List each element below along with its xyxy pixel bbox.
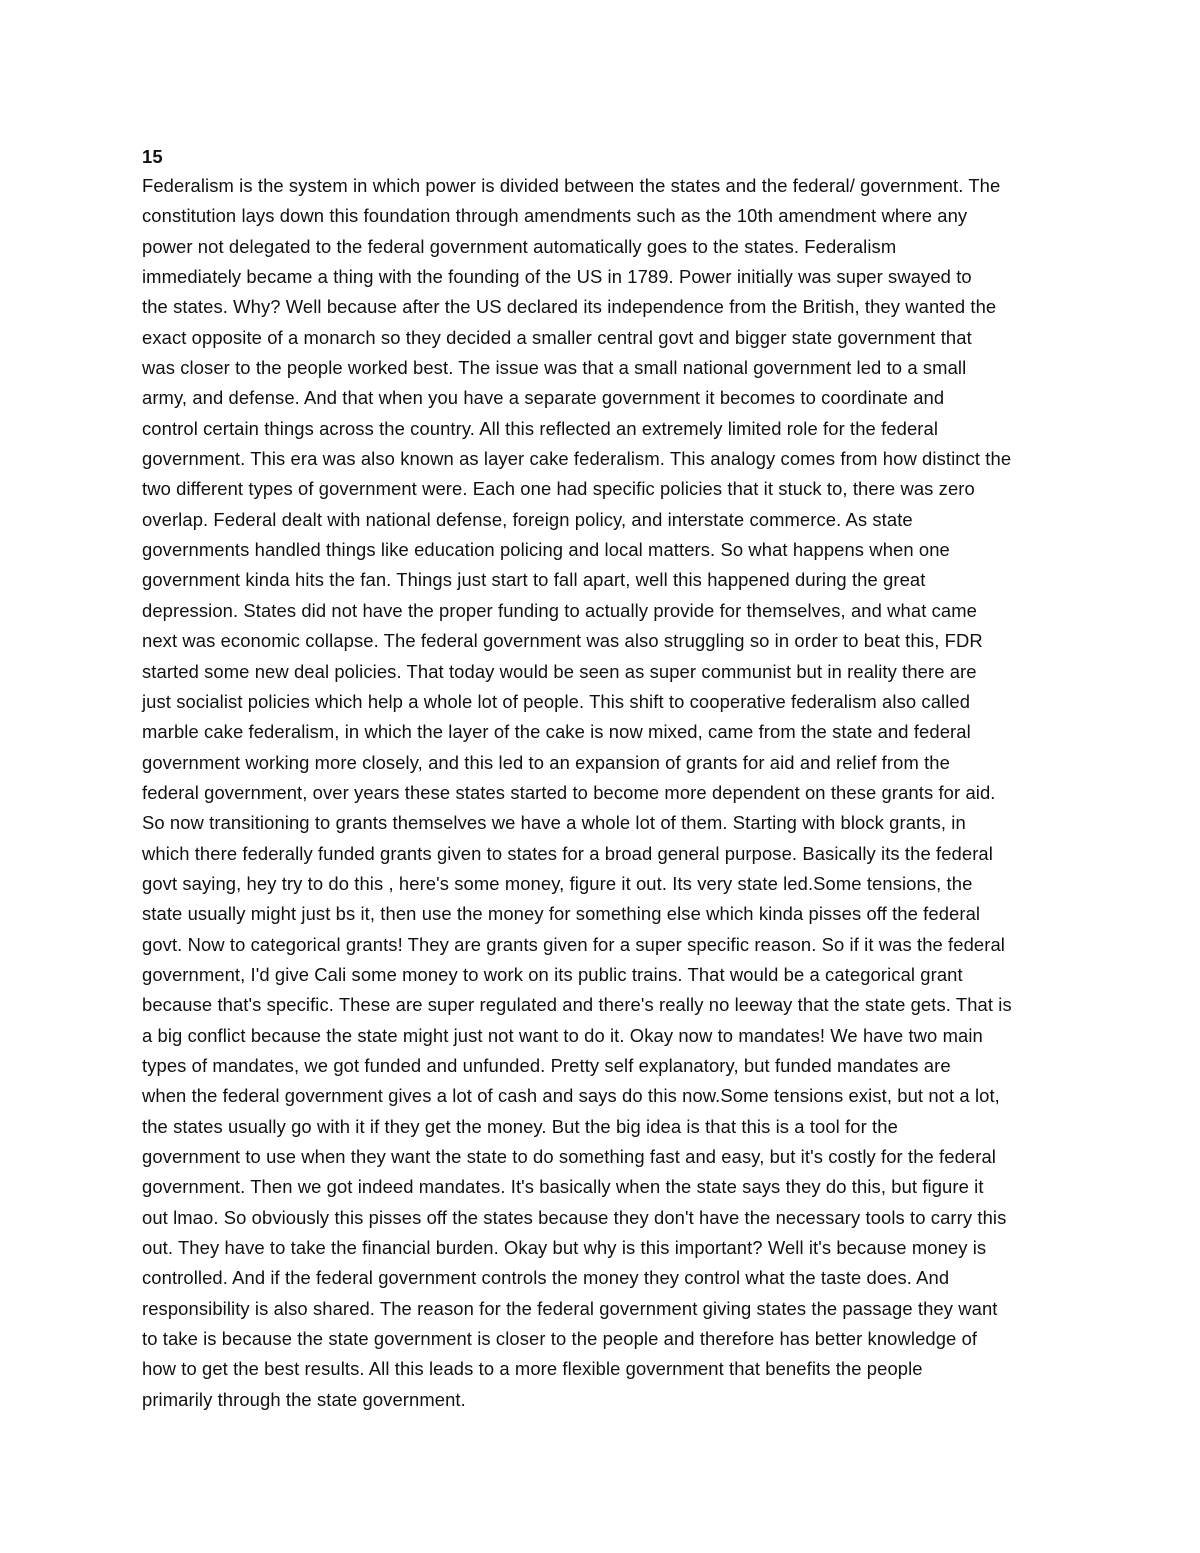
text-line: started some new deal policies. That today would be seen as super communist but in reality there are [142, 660, 977, 682]
text-line: overlap. Federal dealt with national defense, foreign policy, and interstate commerce. As state [142, 508, 913, 530]
text-line: depression. States did not have the proper funding to actually provide for themselves, and what came [142, 599, 978, 621]
text-line: controlled. And if the federal government controls the money they control what the taste does. And [142, 1267, 950, 1289]
paragraph [142, 171, 1072, 1415]
text-line: exact opposite of a monarch so they decided a smaller central govt and bigger state government that [142, 326, 972, 348]
text-line: constitution lays down this foundation through amendments such as the 10th amendment where any [142, 205, 968, 227]
text-line: government. This era was also known as layer cake federalism. This analogy comes from how distinct the [142, 448, 1012, 470]
text-line: government working more closely, and this led to an expansion of grants for aid and relief from the [142, 751, 950, 773]
text-line: because that's specific. These are super regulated and there's really no leeway that the state gets. That is [142, 994, 1012, 1016]
text-line: two different types of government were. Each one had specific policies that it stuck to, there was zero [142, 478, 975, 500]
text-line: marble cake federalism, in which the layer of the cake is now mixed, came from the state and federal [142, 721, 971, 743]
text-line: government kinda hits the fan. Things just start to fall apart, well this happened during the great [142, 569, 926, 591]
text-line: govt saying, hey try to do this , here's some money, figure it out. Its very state led.Some tensions, the [142, 872, 973, 894]
text-line: control certain things across the country. All this reflected an extremely limited role for the federal [142, 417, 939, 439]
text-line: federal government, over years these states started to become more dependent on these grants for aid. [142, 781, 996, 803]
text-line: the states. Why? Well because after the US declared its independence from the British, they wanted the [142, 296, 997, 318]
text-line: Federalism is the system in which power is divided between the states and the federal/ government. The [142, 175, 1001, 196]
text-line: So now transitioning to grants themselves we have a whole lot of them. Starting with block grants, in [142, 812, 966, 834]
text-line: types of mandates, we got funded and unfunded. Pretty self explanatory, but funded mandates are [142, 1054, 951, 1076]
text-line: out. They have to take the financial burden. Okay but why is this important? Well it's because money is [142, 1237, 987, 1259]
text-line: government, I'd give Cali some money to work on its public trains. That would be a categorical grant [142, 963, 963, 985]
text-line: next was economic collapse. The federal government was also struggling so in order to beat this, FDR [142, 630, 983, 652]
text-line: just socialist policies which help a whole lot of people. This shift to cooperative federalism also called [142, 690, 971, 712]
text-line: was closer to the people worked best. The issue was that a small national government led to a small [142, 357, 967, 379]
text-line: governments handled things like education policing and local matters. So what happens when one [142, 539, 950, 561]
text-line: which there federally funded grants given to states for a broad general purpose. Basically its the federal [142, 842, 993, 864]
text-line: out lmao. So obviously this pisses off the states because they don't have the necessary tools to carry this [142, 1206, 1007, 1228]
text-line: power not delegated to the federal government automatically goes to the states. Federalism [142, 235, 897, 257]
document-body [142, 143, 1072, 1415]
text-line: government to use when they want the state to do something fast and easy, but it's costly for the federal [142, 1146, 996, 1167]
text-line: army, and defense. And that when you have a separate government it becomes to coordinate and [142, 387, 945, 409]
text-line: immediately became a thing with the founding of the US in 1789. Power initially was super swayed to [142, 266, 972, 288]
text-line: government. Then we got indeed mandates. It's basically when the state says they do this, but figure it [142, 1176, 984, 1198]
text-line: a big conflict because the state might just not want to do it. Okay now to mandates! We have two main [142, 1024, 983, 1046]
text-line: when the federal government gives a lot of cash and says do this now.Some tensions exist, but not a lot, [142, 1085, 1000, 1107]
text-line: to take is because the state government is closer to the people and therefore has better knowledge of [142, 1328, 978, 1350]
text-line: govt. Now to categorical grants! They are grants given for a super specific reason. So if it was the federal [142, 933, 1005, 955]
text-line: state usually might just bs it, then use the money for something else which kinda pisses off the federal [142, 903, 981, 925]
text-line: how to get the best results. All this leads to a more flexible government that benefits the people [142, 1358, 923, 1380]
text-line: primarily through the state government. [142, 1388, 466, 1410]
text-line: responsibility is also shared. The reason for the federal government giving states the passage they want [142, 1297, 998, 1319]
page-heading: 15 [142, 146, 163, 167]
text-line: the states usually go with it if they get the money. But the big idea is that this is a tool for the [142, 1115, 898, 1137]
